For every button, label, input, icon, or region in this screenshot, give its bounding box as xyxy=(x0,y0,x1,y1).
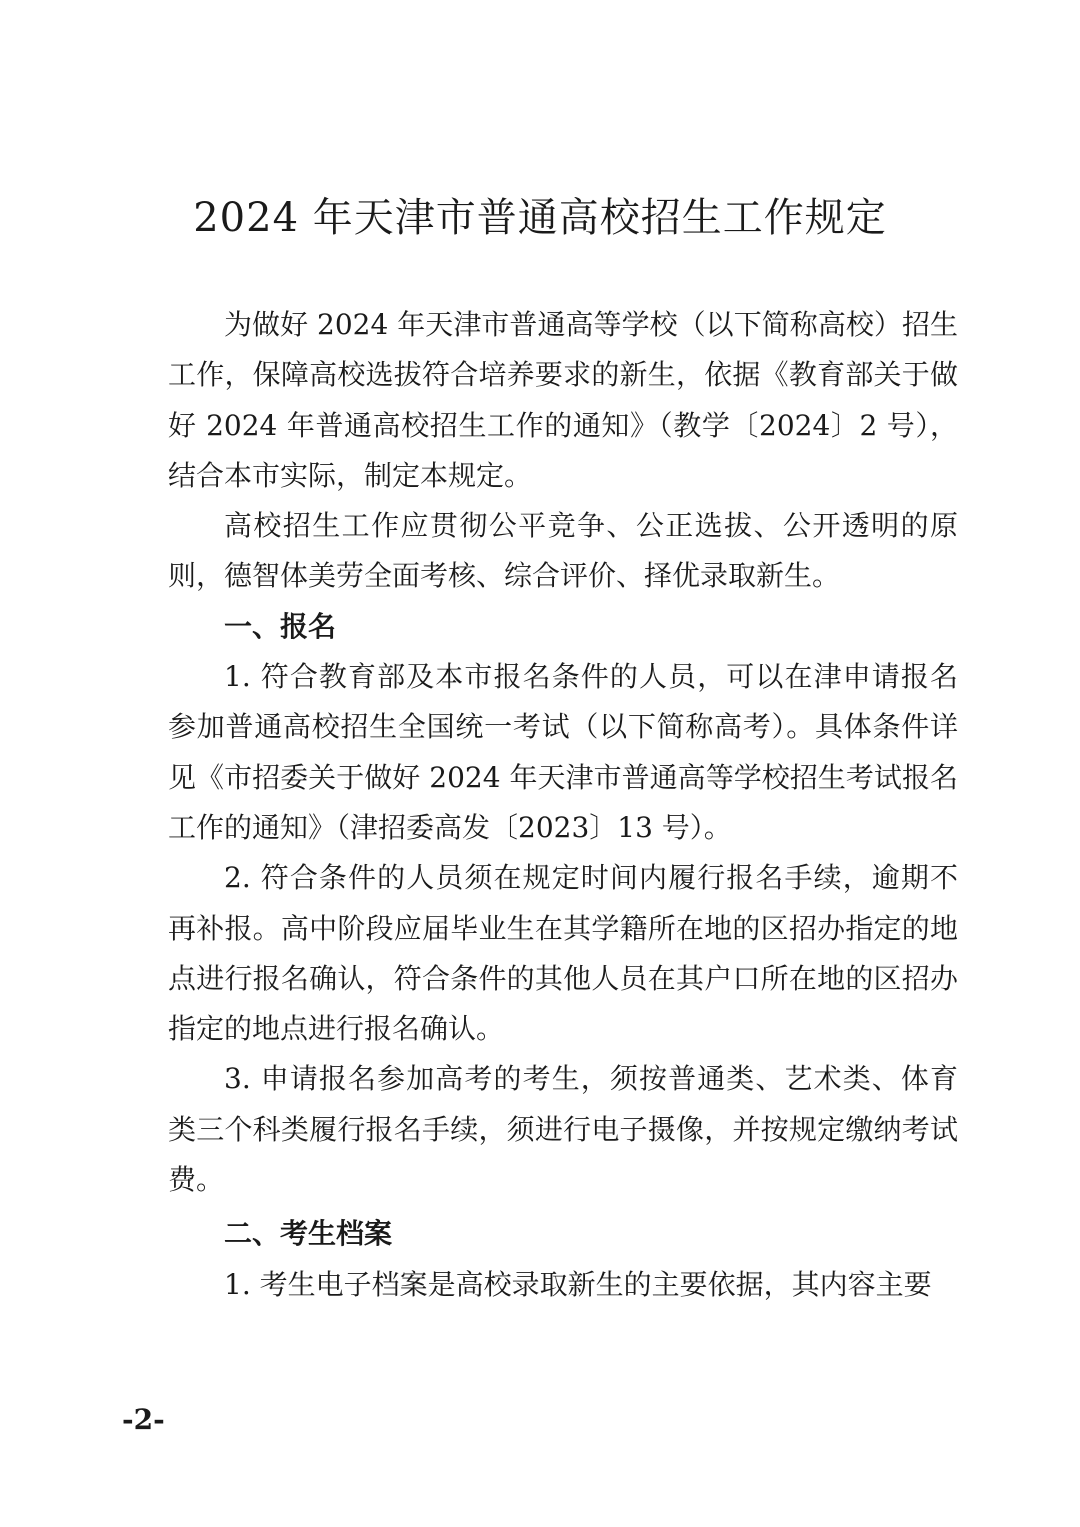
document-title: 2024 年天津市普通高校招生工作规定 xyxy=(193,195,887,241)
intro-paragraph: 为做好 2024 年天津市普通高等学校（以下简称高校）招生工作，保障高校选拔符合培养要求的新生，依据《教育部关于做好 2024 年普通高校招生工作的通知》（教学〔2024〕2 号），结合本市实际，制定本规定。 xyxy=(168,308,958,492)
section-heading-candidate-files: 二、考生档案 xyxy=(224,1217,393,1251)
section1-item-3: 3. 申请报名参加高考的考生，须按普通类、艺术类、体育类三个科类履行报名手续，须进行电子摄像，并按规定缴纳考试费。 xyxy=(168,1062,958,1197)
document-body xyxy=(168,300,958,1310)
section1-item-1: 1. 符合教育部及本市报名条件的人员，可以在津申请报名参加普通高校招生全国统一考试（以下简称高考）。具体条件详见《市招委关于做好 2024 年天津市普通高等学校招生考试报名工作的通知》（津招委高发〔2023〕13 号）。 xyxy=(168,660,958,844)
section-heading-registration: 一、报名 xyxy=(224,609,337,643)
principle-paragraph: 高校招生工作应贯彻公平竞争、公正选拔、公开透明的原则，德智体美劳全面考核、综合评价、择优录取新生。 xyxy=(168,509,958,593)
page-number: -2- xyxy=(122,1403,165,1436)
section2-item-1: 1. 考生电子档案是高校录取新生的主要依据，其内容主要 xyxy=(224,1267,932,1301)
section1-item-2: 2. 符合条件的人员须在规定时间内履行报名手续，逾期不再补报。高中阶段应届毕业生在其学籍所在地的区招办指定的地点进行报名确认，符合条件的其他人员在其户口所在地的区招办指定的地点进行报名确认。 xyxy=(168,861,958,1046)
